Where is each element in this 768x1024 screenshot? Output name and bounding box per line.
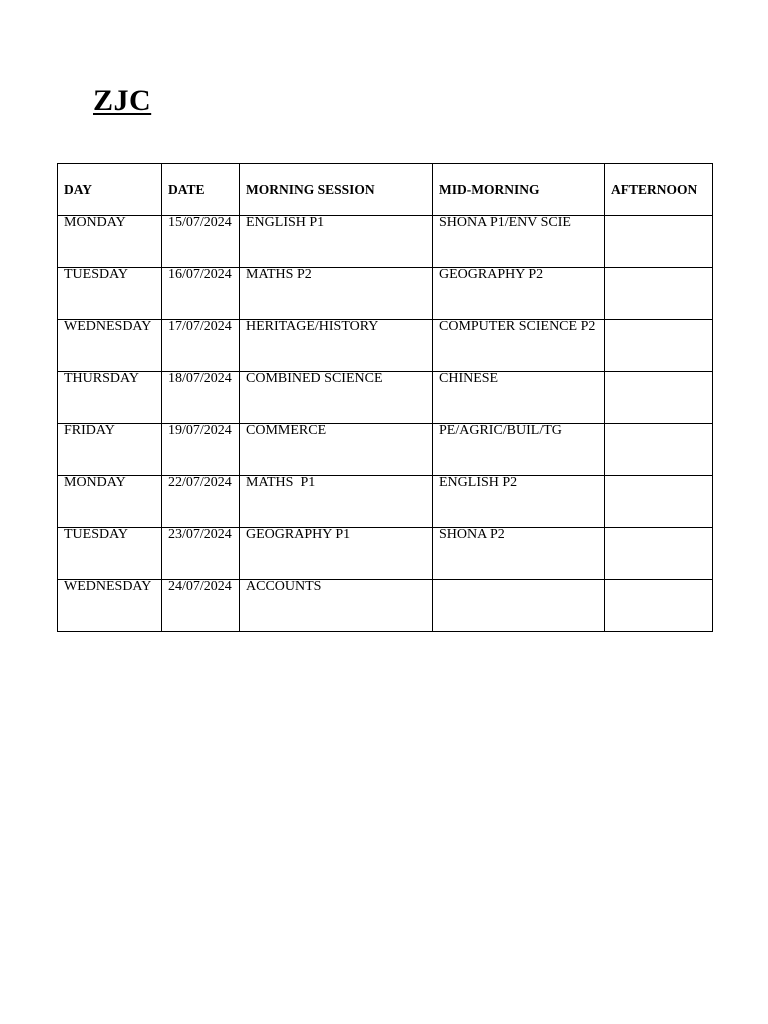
- table-header-row: [58, 164, 713, 216]
- cell-date: 24/07/2024: [162, 580, 240, 632]
- cell-date: 15/07/2024: [162, 216, 240, 268]
- cell-day: TUESDAY: [58, 528, 162, 580]
- cell-morning: GEOGRAPHY P1: [240, 528, 433, 580]
- table-row: [58, 424, 713, 476]
- header-day: DAY: [58, 164, 162, 216]
- cell-mid-morning: [433, 580, 605, 632]
- cell-mid-morning: ENGLISH P2: [433, 476, 605, 528]
- cell-day: THURSDAY: [58, 372, 162, 424]
- page-title: ZJC: [93, 84, 152, 117]
- table-row: [58, 268, 713, 320]
- cell-afternoon: [605, 216, 713, 268]
- cell-afternoon: [605, 580, 713, 632]
- cell-morning: ENGLISH P1: [240, 216, 433, 268]
- cell-day: TUESDAY: [58, 268, 162, 320]
- cell-mid-morning: PE/AGRIC/BUIL/TG: [433, 424, 605, 476]
- cell-day: MONDAY: [58, 216, 162, 268]
- cell-afternoon: [605, 528, 713, 580]
- cell-date: 22/07/2024: [162, 476, 240, 528]
- cell-morning: COMBINED SCIENCE: [240, 372, 433, 424]
- cell-morning: COMMERCE: [240, 424, 433, 476]
- cell-afternoon: [605, 424, 713, 476]
- cell-mid-morning: SHONA P1/ENV SCIE: [433, 216, 605, 268]
- cell-date: 23/07/2024: [162, 528, 240, 580]
- cell-date: 19/07/2024: [162, 424, 240, 476]
- table-row: [58, 216, 713, 268]
- table-row: [58, 372, 713, 424]
- cell-morning: ACCOUNTS: [240, 580, 433, 632]
- cell-date: 18/07/2024: [162, 372, 240, 424]
- cell-date: 16/07/2024: [162, 268, 240, 320]
- cell-afternoon: [605, 476, 713, 528]
- cell-mid-morning: SHONA P2: [433, 528, 605, 580]
- cell-morning: MATHS P1: [240, 476, 433, 528]
- cell-mid-morning: COMPUTER SCIENCE P2: [433, 320, 605, 372]
- header-afternoon: AFTERNOON: [605, 164, 713, 216]
- cell-afternoon: [605, 320, 713, 372]
- cell-morning: HERITAGE/HISTORY: [240, 320, 433, 372]
- header-mid-morning: MID-MORNING: [433, 164, 605, 216]
- header-date: DATE: [162, 164, 240, 216]
- cell-day: MONDAY: [58, 476, 162, 528]
- table-row: [58, 320, 713, 372]
- cell-afternoon: [605, 268, 713, 320]
- cell-mid-morning: CHINESE: [433, 372, 605, 424]
- table-row: [58, 580, 713, 632]
- cell-day: FRIDAY: [58, 424, 162, 476]
- cell-afternoon: [605, 372, 713, 424]
- table-row: [58, 528, 713, 580]
- cell-day: WEDNESDAY: [58, 320, 162, 372]
- cell-date: 17/07/2024: [162, 320, 240, 372]
- exam-timetable: [57, 163, 713, 632]
- cell-morning: MATHS P2: [240, 268, 433, 320]
- cell-mid-morning: GEOGRAPHY P2: [433, 268, 605, 320]
- header-morning-session: MORNING SESSION: [240, 164, 433, 216]
- cell-day: WEDNESDAY: [58, 580, 162, 632]
- table-row: [58, 476, 713, 528]
